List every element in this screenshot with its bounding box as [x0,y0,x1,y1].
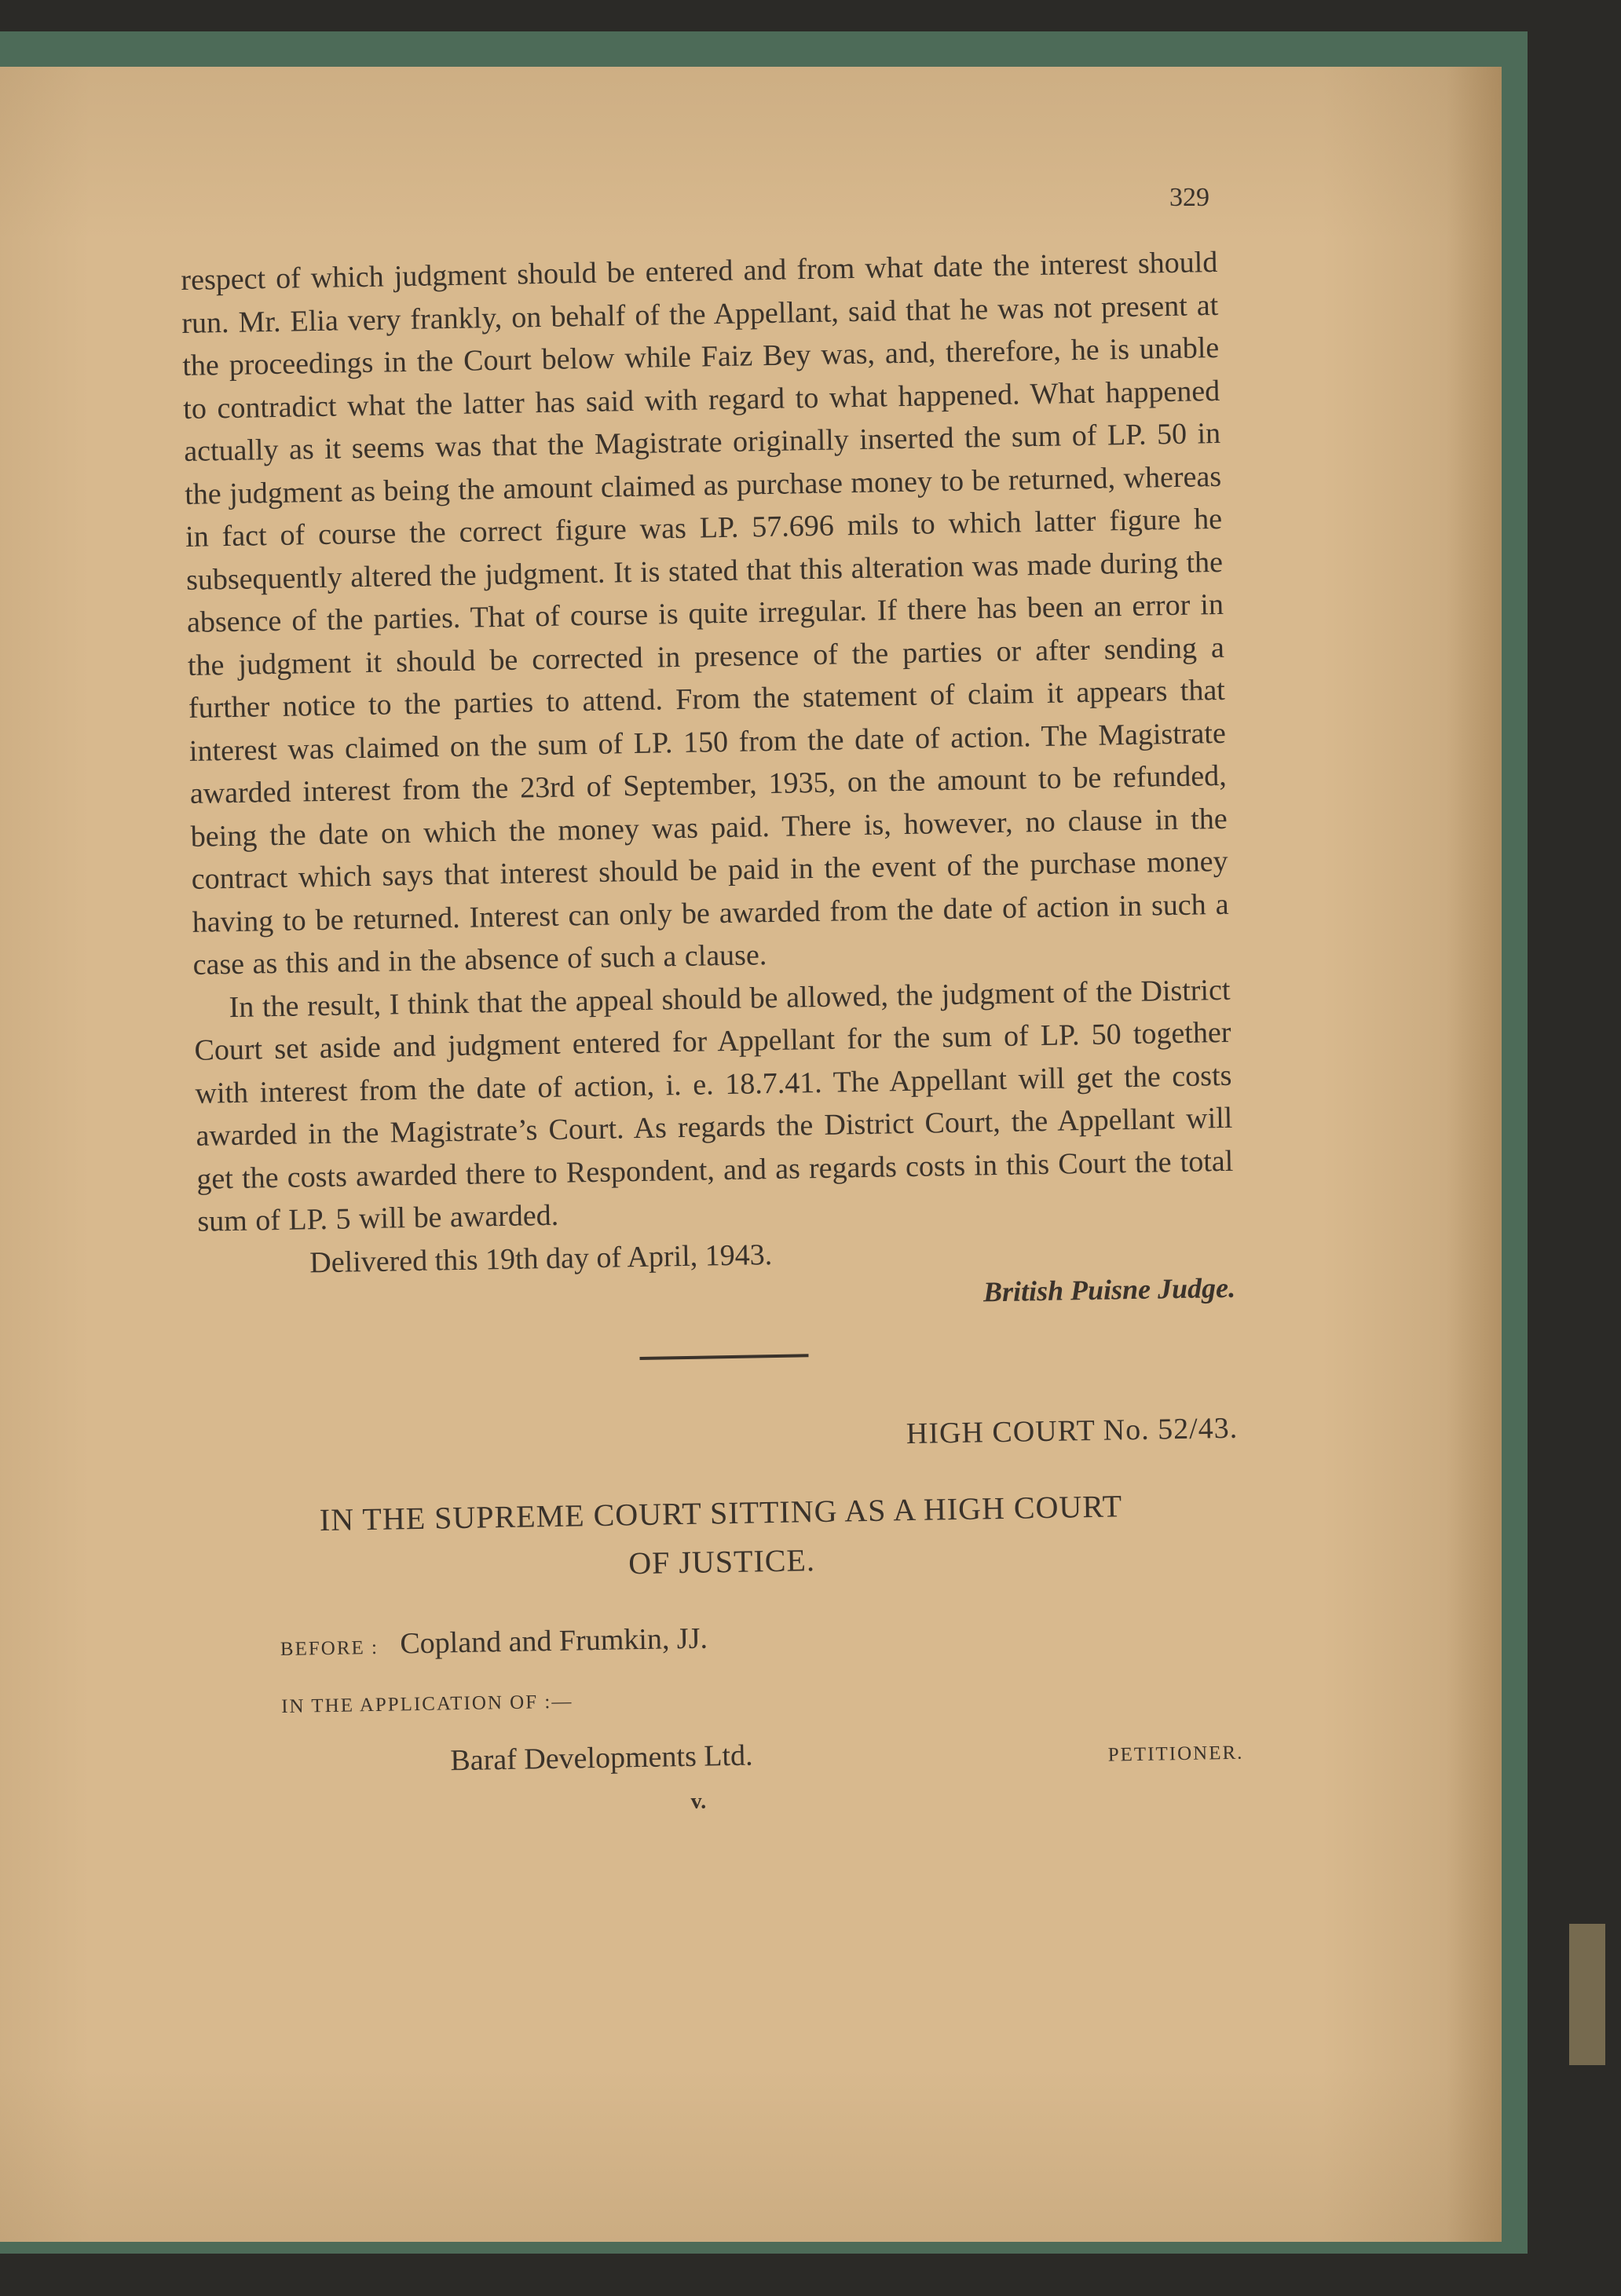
judge-signature: British Puisne Judge. [982,1271,1236,1307]
application-row [206,1664,1243,1730]
petitioner-name: Baraf Developments Ltd. [450,1738,753,1777]
page-number: 329 [1169,183,1209,212]
before-label: BEFORE : [280,1636,379,1660]
page-text [181,241,1245,1823]
application-label: IN THE APPLICATION OF :— [280,1691,573,1717]
court-title-line-2: OF JUSTICE. [628,1541,816,1581]
case-number: HIGH COURT No. 52/43. [906,1411,1239,1450]
judgment-paragraph-1: respect of which judgment should be entered and from what date the interest should run. Mr. Elia very frankly, on behalf of the Appellant, said that he was not present at the proceedings in the Court below while Faiz Bey was, and, therefore, he is unable to contradict what the latter has said with regard to what happened. What happened actually as it seems was that the Magistrate originally inserted the sum of LP. 50 in the judgment as being the amount claimed as purchase money to be returned, whereas in fact of course the correct figure was LP. 57.696 mils to which latter figure he subsequently altered the judgment. It is stated that this alteration was made during the absence of the parties. That of course is quite irregular. If there has been an error in the judgment it should be corrected in presence of the parties or after sending a further notice to the parties to attend. From the statement of claim it appears that interest was claimed on the sum of LP. 150 from the date of action. The Magistrate awarded interest from the 23rd of September, 1935, on the amount to be refunded, being the date on which the money was paid. There is, however, no clause in the contract which says that interest should be paid in the event of the purchase money having to be returned. Interest can only be awarded from the date of action in such a case as this and in the absence of such a clause. [181,245,1229,982]
petitioner-role: PETITIONER. [1107,1742,1244,1766]
court-title-line-1: IN THE SUPREME COURT SITTING AS A HIGH COURT [319,1487,1123,1537]
before-row [204,1607,1242,1673]
section-divider [639,1354,808,1360]
page-edge [1447,67,1502,2242]
torn-edge [1569,1924,1605,2065]
judgment-paragraph-2: In the result, I think that the appeal should be allowed, the judgment of the District Court set aside and judgment entered for Appellant for the sum of LP. 50 together with interest from the date of action, i. e. 18.7.41. The Appellant will get the costs awarded in the Magistrate’s Court. As regards the District Court, the Appellant will get the costs awarded there to Respondent, and as regards costs in this Court the total sum of LP. 5 will be awarded. [194,973,1234,1238]
delivered-date: Delivered this 19th day of April, 1943. [309,1238,773,1279]
versus-label: v. [690,1789,707,1814]
court-title [203,1479,1241,1595]
judges-names: Copland and Frumkin, JJ. [399,1621,708,1660]
book-page [0,67,1502,2242]
